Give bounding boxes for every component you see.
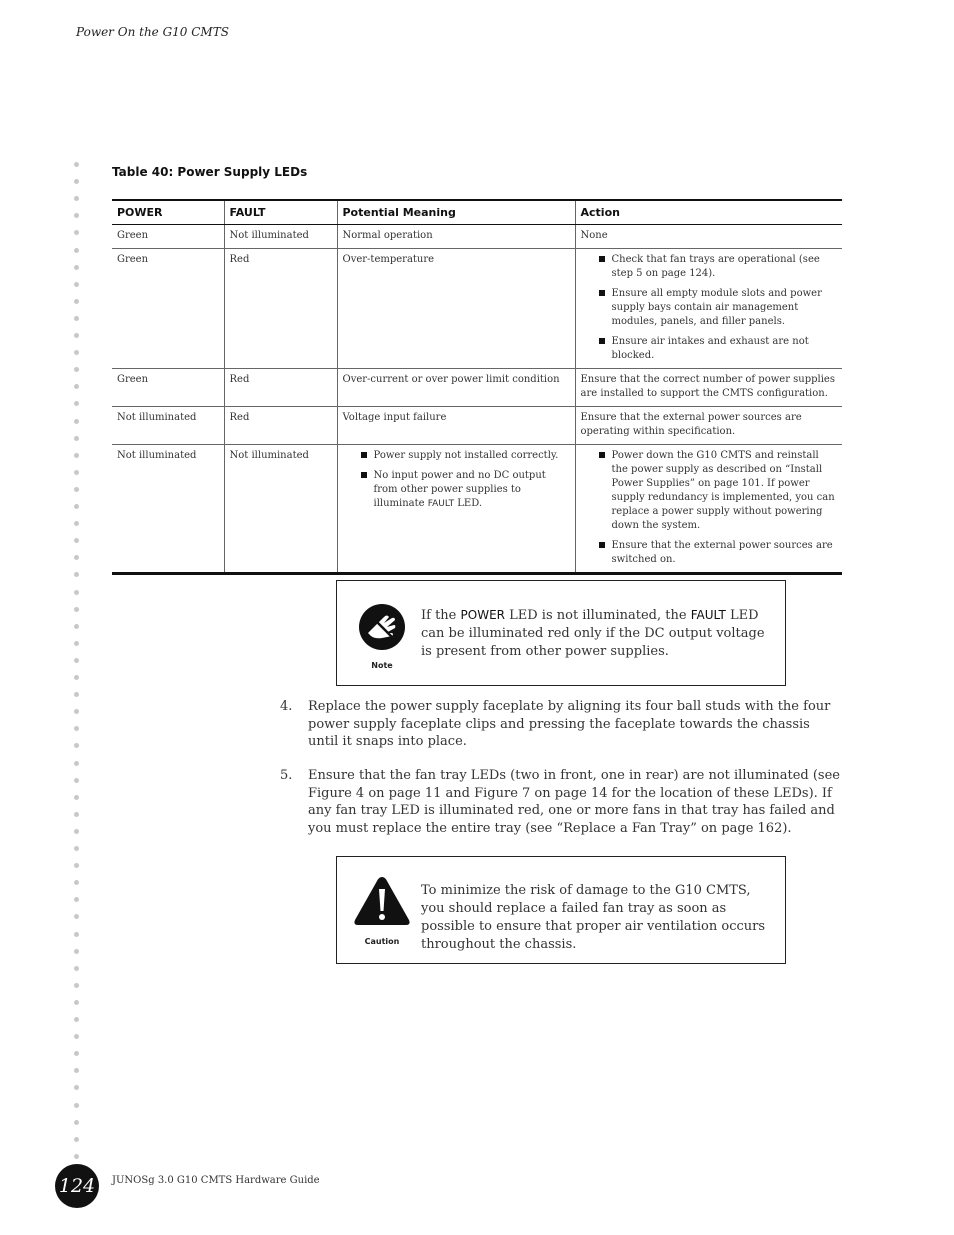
- margin-dot: [74, 1017, 79, 1022]
- margin-dot: [74, 350, 79, 355]
- margin-dot: [74, 624, 79, 629]
- note-text-part: If the: [421, 608, 461, 623]
- margin-dot: [74, 384, 79, 389]
- step-item-4: [280, 698, 840, 751]
- running-header: Power On the G10 CMTS: [76, 25, 229, 39]
- margin-dot: [74, 829, 79, 834]
- step-text: Ensure that the fan tray LEDs (two in front, one in rear) are not illuminated (see Figure 4 on page 11 and Figure 7 on page 14 for the location of these LEDs). If any fan tray LED is illuminated red, one or more fans in that tray has failed and you must replace the entire tray (see “Replace a Fan Tray” on page 162).: [308, 768, 840, 836]
- bullet-item: Power supply not installed correctly.: [356, 449, 570, 463]
- margin-dot: [74, 487, 79, 492]
- column-header-fault: FAULT: [224, 200, 337, 225]
- margin-dot: [74, 1154, 79, 1159]
- step-number: 4.: [280, 699, 293, 714]
- margin-dot: [74, 880, 79, 885]
- bullet-text: No input power and no DC output from other power supplies to illuminate: [373, 470, 546, 509]
- margin-dot: [74, 641, 79, 646]
- cell-action: [575, 445, 842, 574]
- step-number: 5.: [280, 768, 293, 783]
- margin-dot: [74, 1085, 79, 1090]
- margin-dot: [74, 538, 79, 543]
- margin-dot: [74, 213, 79, 218]
- bullet-item: Ensure all empty module slots and power supply bays contain air management modules, panels, and filler panels.: [594, 287, 838, 329]
- margin-dot: [74, 1120, 79, 1125]
- margin-dot: [74, 265, 79, 270]
- note-box: [336, 580, 786, 686]
- margin-dot: [74, 572, 79, 577]
- footer-book-title: JUNOSg 3.0 G10 CMTS Hardware Guide: [112, 1175, 320, 1186]
- margin-dot: [74, 436, 79, 441]
- margin-dot: [74, 1068, 79, 1073]
- margin-dot: [74, 846, 79, 851]
- bullet-item: Ensure air intakes and exhaust are not blocked.: [594, 335, 838, 363]
- margin-dot: [74, 521, 79, 526]
- column-header-action: Action: [575, 200, 842, 225]
- margin-dot: [74, 778, 79, 783]
- margin-dot: [74, 692, 79, 697]
- cell-fault: Not illuminated: [224, 445, 337, 574]
- note-hand-icon: [358, 603, 406, 651]
- margin-dot: [74, 658, 79, 663]
- margin-dot: [74, 761, 79, 766]
- cell-power: Green: [112, 249, 224, 369]
- bullet-text: LED.: [454, 498, 483, 509]
- margin-dot: [74, 333, 79, 338]
- cell-action: Ensure that the external power sources are operating within specification.: [575, 407, 842, 445]
- caution-icon-group: [349, 875, 415, 951]
- margin-dot: [74, 504, 79, 509]
- margin-dot: [74, 299, 79, 304]
- cell-fault: Red: [224, 249, 337, 369]
- margin-dot: [74, 932, 79, 937]
- margin-dot: [74, 316, 79, 321]
- cell-meaning: [337, 445, 575, 574]
- action-bullet-list: [581, 449, 838, 567]
- margin-dot: [74, 1137, 79, 1142]
- column-header-power: POWER: [112, 200, 224, 225]
- cell-power: Not illuminated: [112, 445, 224, 574]
- power-supply-leds-table: [112, 199, 842, 575]
- cell-meaning: Normal operation: [337, 225, 575, 249]
- fault-keyword: FAULT: [427, 499, 455, 509]
- caution-text: To minimize the risk of damage to the G10 CMTS, you should replace a failed fan tray as soon as possible to ensure that proper air ventilation occurs throughout the chassis.: [421, 883, 766, 952]
- margin-dot: [74, 863, 79, 868]
- margin-dot: [74, 949, 79, 954]
- table-row: [112, 445, 842, 574]
- margin-dot: [74, 607, 79, 612]
- cell-action: None: [575, 225, 842, 249]
- margin-dot: [74, 795, 79, 800]
- margin-dot: [74, 675, 79, 680]
- fault-keyword: FAULT: [690, 608, 726, 622]
- margin-dot: [74, 590, 79, 595]
- cell-power: Green: [112, 225, 224, 249]
- cell-meaning: Over-temperature: [337, 249, 575, 369]
- margin-dot: [74, 1051, 79, 1056]
- table-header-row: [112, 200, 842, 225]
- margin-dot: [74, 401, 79, 406]
- margin-dot: [74, 709, 79, 714]
- meaning-bullet-list: [343, 449, 570, 511]
- margin-dot: [74, 282, 79, 287]
- cell-power: Green: [112, 369, 224, 407]
- bullet-item: Power down the G10 CMTS and reinstall the power supply as described on “Install Power Supplies” on page 101. If power supply redundancy is implemented, you can replace a power supply without powering down the system.: [594, 449, 838, 533]
- bullet-item: Ensure that the external power sources are switched on.: [594, 539, 838, 567]
- page-number-badge: 124: [55, 1164, 99, 1208]
- margin-dot: [74, 726, 79, 731]
- margin-dot: [74, 983, 79, 988]
- caution-exclamation-icon: [352, 875, 412, 927]
- margin-dot: [74, 419, 79, 424]
- margin-dot: [74, 162, 79, 167]
- cell-action: Ensure that the correct number of power supplies are installed to support the CMTS configuration.: [575, 369, 842, 407]
- note-icon-group: [349, 603, 415, 675]
- margin-dot: [74, 196, 79, 201]
- margin-dot: [74, 230, 79, 235]
- step-item-5: [280, 767, 840, 837]
- bullet-item: Check that fan trays are operational (see step 5 on page 124).: [594, 253, 838, 281]
- margin-dot: [74, 743, 79, 748]
- margin-dot: [74, 555, 79, 560]
- margin-dot: [74, 1103, 79, 1108]
- note-text-part: LED can be illuminated red only if the DC output voltage is present from other power supplies.: [421, 608, 765, 659]
- power-keyword: POWER: [460, 608, 505, 622]
- cell-power: Not illuminated: [112, 407, 224, 445]
- margin-dot: [74, 914, 79, 919]
- table-caption: Table 40: Power Supply LEDs: [112, 165, 308, 179]
- step-text: Replace the power supply faceplate by aligning its four ball studs with the four power supply faceplate clips and pressing the faceplate towards the chassis until it snaps into place.: [308, 699, 831, 749]
- column-header-meaning: Potential Meaning: [337, 200, 575, 225]
- bullet-item: [356, 469, 570, 511]
- caution-label: Caution: [364, 937, 400, 946]
- margin-dot: [74, 453, 79, 458]
- margin-dot: [74, 367, 79, 372]
- margin-dot: [74, 812, 79, 817]
- cell-meaning: Voltage input failure: [337, 407, 575, 445]
- table-row: [112, 225, 842, 249]
- table-row: [112, 369, 842, 407]
- margin-dot: [74, 1034, 79, 1039]
- note-text-part: LED is not illuminated, the: [504, 608, 691, 623]
- table-row: [112, 249, 842, 369]
- margin-dot: [74, 966, 79, 971]
- table-row: [112, 407, 842, 445]
- cell-fault: Red: [224, 407, 337, 445]
- cell-fault: Not illuminated: [224, 225, 337, 249]
- margin-dot: [74, 248, 79, 253]
- note-label: Note: [371, 661, 393, 670]
- note-text: [421, 606, 775, 661]
- action-bullet-list: [581, 253, 838, 363]
- cell-meaning: Over-current or over power limit condition: [337, 369, 575, 407]
- cell-action: [575, 249, 842, 369]
- cell-fault: Red: [224, 369, 337, 407]
- margin-dot: [74, 1000, 79, 1005]
- margin-dot: [74, 179, 79, 184]
- margin-dot: [74, 470, 79, 475]
- caution-box: [336, 856, 786, 964]
- margin-dot: [74, 897, 79, 902]
